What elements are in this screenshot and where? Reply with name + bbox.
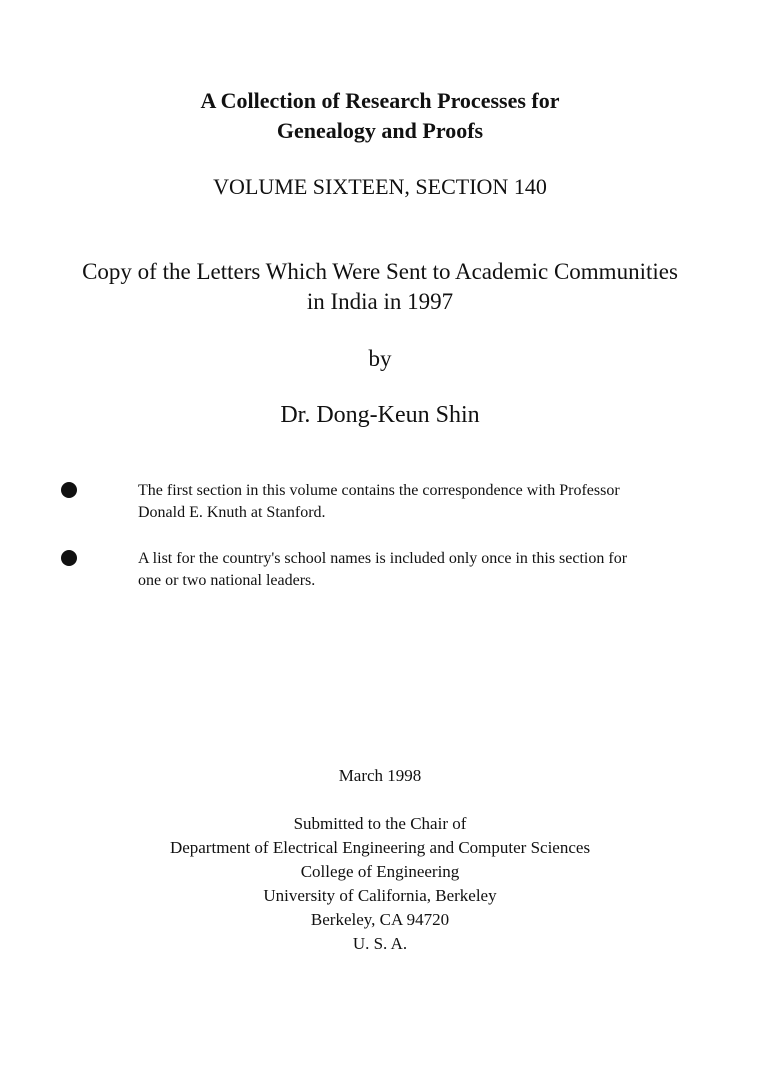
- by-label: by: [368, 346, 392, 371]
- author-name: Dr. Dong-Keun Shin: [280, 402, 480, 428]
- submission-line-5: Berkeley, CA 94720: [310, 910, 450, 929]
- subject-line-2: in India in 1997: [306, 289, 454, 314]
- bullet-line-1: A list for the country's school names is included only once in this section for: [138, 550, 628, 567]
- bullet-line-2: one or two national leaders.: [138, 572, 316, 589]
- bullet-line-1: The first section in this volume contains the correspondence with Professor: [138, 482, 620, 499]
- submission-line-4: University of California, Berkeley: [263, 886, 497, 905]
- title-line-2: Genealogy and Proofs: [276, 118, 484, 143]
- title-line-1: A Collection of Research Processes for: [200, 88, 560, 113]
- submission-line-6: U. S. A.: [352, 934, 408, 953]
- bullet-dot-icon: [61, 550, 77, 566]
- volume-heading: VOLUME SIXTEEN, SECTION 140: [213, 174, 547, 199]
- bullet-text: [138, 548, 728, 592]
- subject-line-1: Copy of the Letters Which Were Sent to Academic Communities: [82, 259, 678, 284]
- document-title: [0, 86, 760, 146]
- document-date: March 1998: [338, 766, 422, 785]
- bullet-dot-icon: [61, 482, 77, 498]
- submission-line-2: Department of Electrical Engineering and Computer Sciences: [169, 838, 591, 857]
- submission-line-1: Submitted to the Chair of: [293, 814, 467, 833]
- submission-line-3: College of Engineering: [300, 862, 460, 881]
- bullet-line-2: Donald E. Knuth at Stanford.: [138, 504, 326, 521]
- bullet-text: [138, 480, 728, 524]
- submission-block: [0, 812, 760, 956]
- subject-heading: [0, 257, 760, 317]
